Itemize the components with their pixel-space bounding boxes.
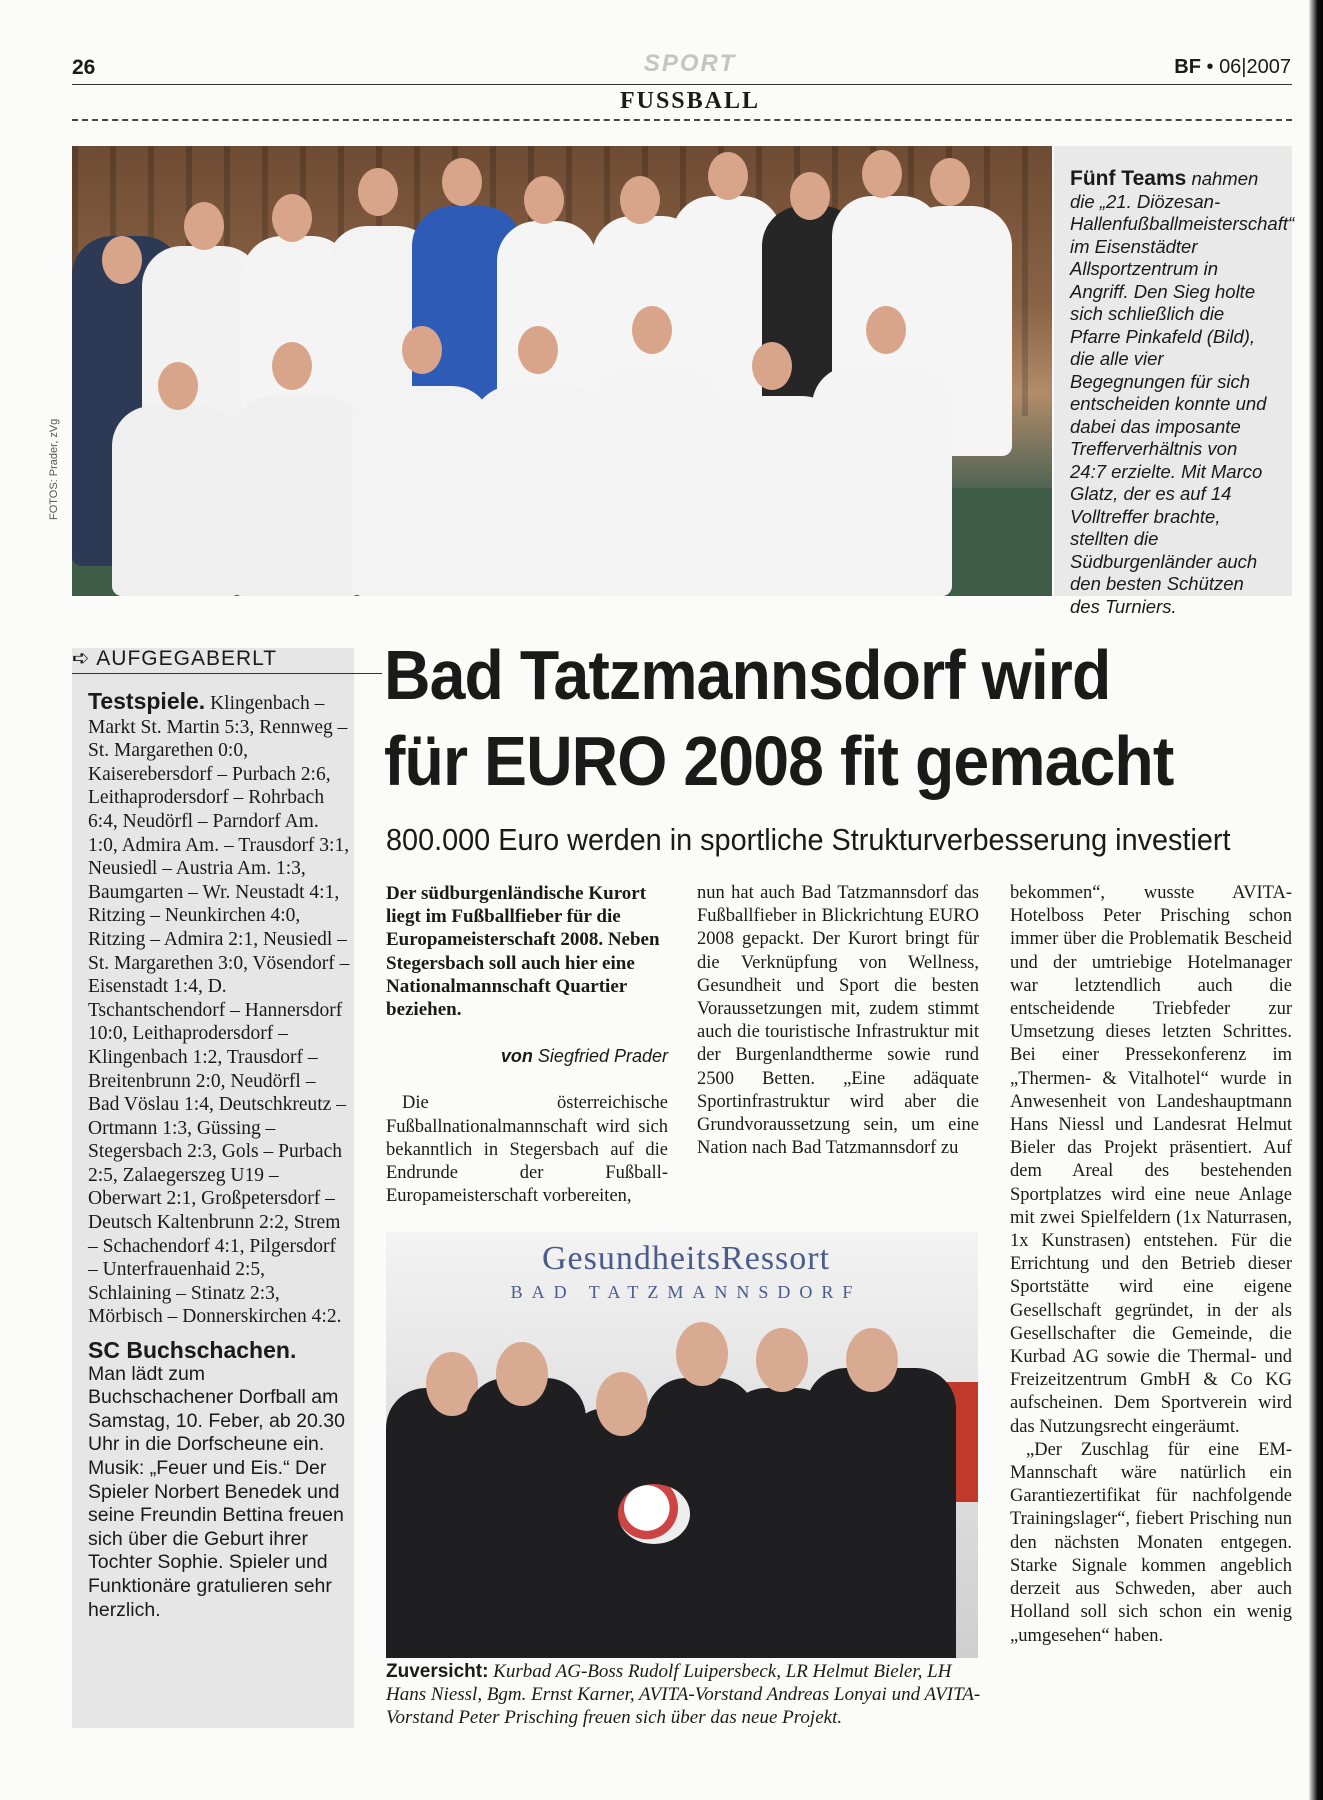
scan-edge	[1309, 0, 1323, 1800]
article-column-2	[697, 882, 979, 1160]
ressort-title: FUSSBALL	[619, 88, 761, 114]
article-lead: Der südburgenländische Kurort liegt im Fußballfieber für die Europameisterschaft 2008. Neben Stegersbach soll auch hier eine Nationalmannschaft Quartier beziehen.	[386, 883, 660, 1021]
dashed-divider	[72, 119, 1292, 121]
issue-number: 06|2007	[1219, 56, 1291, 78]
buchschachen-block	[88, 1339, 350, 1622]
arrow-right-icon: ➪	[72, 647, 91, 670]
article-subheadline: 800.000 Euro werden in sportliche Strukturverbesserung investiert	[386, 822, 1231, 857]
page-number: 26	[72, 56, 96, 79]
photo-credit: FOTOS: Prader, zVg	[48, 418, 60, 520]
section-title: SPORT	[643, 50, 737, 77]
testspiele-title: Testspiele.	[88, 688, 206, 714]
sidebar-label: AUFGEGABERLT	[96, 647, 278, 670]
sidebar-heading	[72, 646, 382, 671]
press-photo	[386, 1232, 978, 1658]
publication-info	[1174, 56, 1291, 79]
buchschachen-text: Man lädt zum Buchschachener Dorfball am Samstag, 10. Feber, ab 20.30 Uhr in die Dorfscheune ein. Musik: „Feuer und Eis.“ Der Spieler Norbert Benedek und seine Freundin Bettina freuen sich über die Geburt ihrer Tochter Sophie. Spieler und Funktionäre gratulieren sehr herzlich.	[88, 1362, 345, 1621]
sidebar-rule	[72, 673, 382, 674]
headline-line-2: für EURO 2008 fit gemacht	[384, 722, 1174, 800]
publication-name: BF	[1174, 56, 1201, 78]
testspiele-results: Klingenbach – Markt St. Martin 5:3, Rennweg – St. Margarethen 0:0, Kaiserebersdorf – Purbach 2:6, Leithaprodersdorf – Rohrbach 6:4, Neudörfl – Parndorf Am. 1:0, Admira Am. – Trausdorf 3:1, Neusiedl – Austria Am. 1:3, Baumgarten – Wr. Neustadt 4:1, Ritzing – Neunkirchen 4:0, Ritzing – Admira 2:1, Neusiedl – St. Margarethen 3:0, Vösendorf – Eisenstadt 1:4, D. Tschantschendorf – Hannersdorf 10:0, Leithaprodersdorf – Klingenbach 1:2, Trausdorf – Breitenbrunn 2:0, Neudörfl – Bad Vöslau 1:4, Deutschkreutz – Ortmann 1:3, Güssing – Stegersbach 2:3, Gols – Purbach 2:5, Zalaegerszeg U19 – Oberwart 2:1, Großpetersdorf – Deutsch Kaltenbrunn 2:2, Strem – Schachendorf 4:1, Pilgersdorf – Unterfrauenhaid 2:5, Schlaining – Stinatz 2:3, Mörbisch – Donnerskirchen 4:2.	[88, 693, 350, 1328]
article-headline	[384, 632, 1219, 804]
backdrop-subtitle: BAD TATZMANNSDORF	[510, 1282, 862, 1302]
column-1-body: Die österreichische Fußballnationalmannschaft wird sich bekanntlich in Stegersbach auf die Endrunde der Fußball-Europameisterschaft vorbereiten,	[386, 1093, 668, 1207]
caption-lead: Fünf Teams	[1070, 167, 1187, 190]
team-photo	[72, 146, 1052, 596]
headline-line-1: Bad Tatzmannsdorf wird	[384, 636, 1111, 714]
press-photo-caption	[386, 1660, 986, 1729]
column-3-paragraph-1: bekommen“, wusste AVITA-Hotelboss Peter Prisching schon immer über die Problematik Bescheid und der umtriebige Hotelmanager war letztendlich auch die entscheidende Triebfeder zur Umsetzung dieses letzten Schrittes. Bei einer Pressekonferenz im „Thermen- & Vitalhotel“ wurde in Anwesenheit von Landeshauptmann Hans Niessl und Landesrat Helmut Bieler das Projekt präsentiert. Auf dem Areal des bestehenden Sportplatzes wird eine neue Anlage mit zwei Spielfeldern (1x Naturrasen, 1x Kunstrasen) entstehen. Für die Errichtung und den Betrieb dieser Sportstätte wird eine eigene Gesellschaft gegründet, in der als Gesellschafter die Gemeinde, die Kurbad AG sowie die Thermal- und Freizeitzentrum GmbH & Co KG aufscheinen. Dem Sportverein wird das Nutzungsrecht eingeräumt.	[1010, 883, 1292, 1437]
separator-dot: •	[1206, 56, 1214, 78]
caption-text-2: Kurbad AG-Boss Rudolf Luipersbeck, LR Helmut Bieler, LH Hans Niessl, Bgm. Ernst Karner, AVITA-Vorstand Andreas Lonyai und AVITA-Vorstand Peter Prisching freuen sich über das neue Projekt.	[386, 1661, 981, 1728]
byline	[386, 1045, 668, 1068]
column-3-paragraph-2: „Der Zuschlag für eine EM-Mannschaft wäre natürlich ein Garantiezertifikat für nachfolgende Trainingslager“, fiebert Prisching nun den nächsten Monaten entgegen. Starke Signale kommen angeblich derzeit aus Schweden, aber auch Holland soll sich schon ein wenig „umgesehen“ haben.	[1010, 1439, 1292, 1646]
sidebar-text	[88, 690, 350, 1632]
article-column-3	[1010, 882, 1292, 1648]
team-photo-caption	[1054, 146, 1295, 617]
football	[618, 1484, 690, 1544]
article-column-1	[386, 882, 668, 1208]
testspiele-block	[88, 690, 350, 1329]
caption-text: nahmen die „21. Diözesan-Hallenfußballmeisterschaft“ im Eisenstädter Allsportzentrum in Angriff. Den Sieg holte sich schließlich die Pfarre Pinkafeld (Bild), die alle vier Begegnungen für sich entscheiden konnte und dabei das imposante Trefferverhältnis von 24:7 erzielte. Mit Marco Glatz, der es auf 14 Volltreffer brachte, stellten die Südburgenländer auch den besten Schützen des Turniers.	[1070, 168, 1295, 617]
caption-label: Zuversicht:	[386, 1661, 489, 1682]
header-rule	[72, 84, 1292, 85]
buchschachen-title: SC Buchschachen.	[88, 1337, 297, 1364]
byline-author: Siegfried Prader	[537, 1046, 668, 1067]
byline-von: von	[500, 1046, 533, 1067]
column-2-body: nun hat auch Bad Tatzmannsdorf das Fußballfieber in Blickrichtung EURO 2008 gepackt. Der Kurort bringt für die Verknüpfung von Wellness, Gesundheit und Sport die besten Voraussetzungen mit, zudem stimmt auch die touristische Infrastruktur mit der Burgenlandtherme sowie rund 2500 Betten. „Eine adäquate Sportinfrastruktur wird aber die Grundvoraussetzung sein, um eine Nation nach Bad Tatzmannsdorf zu	[697, 883, 979, 1159]
backdrop-logo: GesundheitsRessort	[541, 1240, 831, 1277]
